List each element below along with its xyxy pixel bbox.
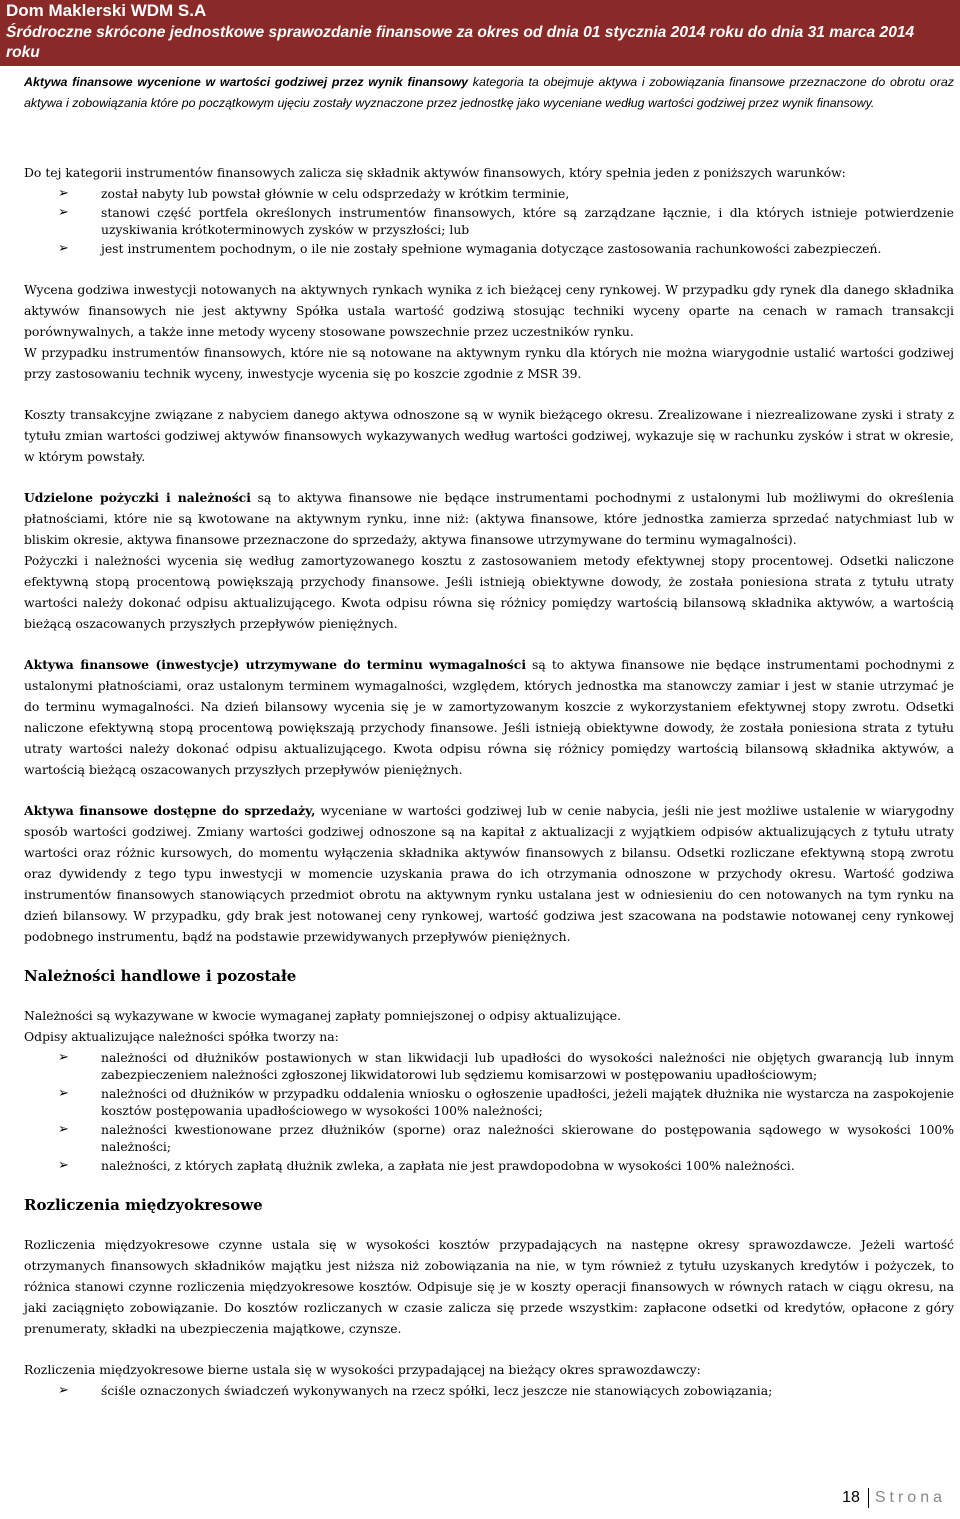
- list-item: ➢ należności kwestionowane przez dłużników (sporne) oraz należności skierowane do postępowania sądowego w wysokości 100% należności;: [58, 1122, 954, 1154]
- fair-value-paragraph-2: W przypadku instrumentów finansowych, które nie są notowane na aktywnym rynku dla których nie można wiarygodnie ustalić wartości godziwej przy zastosowaniu technik wyceny, inwestycje wycenia się po koszcie zgodnie z MSR 39.: [24, 345, 954, 381]
- accruals-list: [24, 1382, 954, 1399]
- transaction-costs-paragraph: Koszty transakcyjne związane z nabyciem danego aktywa odnoszone są w wynik bieżącego okresu. Zrealizowane i niezrealizowane zyski i straty z tytułu zmian wartości godziwej aktywów finansowych wykazywanych według wartości godziwej, wykazuje się w rachunku zysków i strat w okresie, w którym powstały.: [24, 407, 954, 464]
- bullet-arrow-icon: ➢: [58, 241, 69, 256]
- accruals-paragraph-1: Rozliczenia międzyokresowe czynne ustala się w wysokości kosztów przypadających na następne okresy sprawozdawcze. Jeżeli wartość otrzymanych finansowych składników majątku jest niższa niż zobowiązania na nie, w tym również z tytułu uzyskanych kredytów i pożyczek, to różnica stanowi czynne rozliczenia międzyokresowe kosztów. Odpisuje się je w koszty operacji finansowych w równych ratach w ciągu okresu, na jaki zaciągnięto zobowiązanie. Do kosztów rozliczanych w czasie zalicza się przede wszystkim: zapłacone odsetki od kredytów, opłacone z góry prenumeraty, składki na ubezpieczenia majątkowe, czynsze.: [24, 1237, 954, 1336]
- bullet-arrow-icon: ➢: [58, 186, 69, 201]
- list-item: ➢ ściśle oznaczonych świadczeń wykonywanych na rzecz spółki, lecz jeszcze nie stanowiących zobowiązania;: [58, 1383, 773, 1398]
- receivables-paragraph-1: Należności są wykazywane w kwocie wymaganej zapłaty pomniejszonej o odpisy aktualizujące.: [24, 1008, 622, 1023]
- fair-value-paragraph-1: Wycena godziwa inwestycji notowanych na aktywnych rynkach wynika z ich bieżącej ceny rynkowej. W przypadku gdy rynek dla danego składnika aktywów finansowych nie jest aktywny Spółka ustala wartość godziwą stosując techniki wyceny oparte na cenach w ramach transakcji porównywalnych, a także inne metody wyceny stosowane powszechnie przez uczestników rynku.: [24, 282, 954, 339]
- company-name: Dom Maklerski WDM S.A: [6, 1, 207, 20]
- document-body: [24, 162, 954, 1401]
- accruals-paragraph-2: Rozliczenia międzyokresowe bierne ustala się w wysokości przypadającej na bieżący okres sprawozdawczy:: [24, 1362, 701, 1377]
- bullet-arrow-icon: ➢: [58, 1086, 69, 1101]
- list-item: ➢ stanowi część portfela określonych instrumentów finansowych, które są zarządzane łącznie, i dla których istnieje potwierdzenie uzyskiwania krótkoterminowych zysków w przyszłości; lub: [58, 205, 954, 237]
- accruals-heading: Rozliczenia międzyokresowe: [24, 1196, 263, 1214]
- page-word: Strona: [874, 1489, 946, 1506]
- footer-divider: [868, 1488, 869, 1508]
- htm-paragraph: Aktywa finansowe (inwestycje) utrzymywane do terminu wymagalności są to aktywa finansowe nie będące instrumentami pochodnymi z ustalonymi płatnościami, oraz ustalonym terminem wymagalności, względem, których jednostka ma stanowczy zamiar i jest w stanie utrzymać je do terminu wymagalności. Na dzień bilansowy wycenia się je w zamortyzowanym koszcie z wykorzystaniem efektywnej stopy zwrotu. Odsetki naliczone efektywną stopą procentową powiększają przychody finansowe. Jeśli istnieją obiektywne dowody, że została poniesiona strata z tytułu utraty wartości należy dokonać odpisu aktualizującego. Kwota odpisu równa się różnicy pomiędzy wartością bilansową składnika aktywów, a wartością bieżącą oszacowanych przyszłych przepływów pieniężnych.: [24, 657, 955, 777]
- bullet-arrow-icon: ➢: [58, 1158, 69, 1173]
- intro-lead-bold: Aktywa finansowe wycenione w wartości godziwej przez wynik finansowy: [24, 75, 469, 89]
- list-item: ➢ jest instrumentem pochodnym, o ile nie zostały spełnione wymagania dotyczące zastosowania rachunkowości zabezpieczeń.: [58, 241, 882, 256]
- bullet-arrow-icon: ➢: [58, 1122, 69, 1137]
- bullet-arrow-icon: ➢: [58, 1050, 69, 1065]
- intro-lead-rest: kategoria ta obejmuje aktywa i zobowiązania finansowe przeznaczone do obrotu oraz aktywa i zobowiązania które po początkowym ujęciu zostały wyznaczone przez jednostkę jako wyceniane według wartości godziwej przez wynik finansowy.: [24, 75, 955, 110]
- list-item: ➢ należności, z których zapłatą dłużnik zwleka, a zapłata nie jest prawdopodobna w wysokości 100% należności.: [58, 1158, 795, 1173]
- bullet-arrow-icon: ➢: [58, 205, 69, 220]
- receivables-heading: Należności handlowe i pozostałe: [24, 967, 297, 985]
- afs-term: Aktywa finansowe dostępne do sprzedaży,: [24, 803, 316, 818]
- receivables-list: [24, 1049, 954, 1174]
- receivables-paragraph-2: Odpisy aktualizujące należności spółka tworzy na:: [24, 1029, 339, 1044]
- afs-paragraph: Aktywa finansowe dostępne do sprzedaży, wyceniane w wartości godziwej lub w cenie nabycia, jeśli nie jest możliwe ustalenie w wiarygodny sposób wartości godziwej. Zmiany wartości godziwej odnoszone są na kapitał z aktualizacji z wyjątkiem odpisów aktualizujących z tytułu utraty wartości oraz różnic kursowych, do momentu wyłączenia składnika aktywów finansowych z bilansu. Odsetki rozliczane efektywną stopą zwrotu oraz dywidendy z tego typu inwestycji w momencie uzyskania prawa do ich otrzymania odnoszone w przychody okresu. Wartość godziwa instrumentów finansowych stanowiących przedmiot obrotu na aktywnym rynku ustalana jest w odniesieniu do cen notowanych na tym rynku na dzień bilansowy. W przypadku, gdy brak jest notowanej ceny rynkowej, wartość godziwa jest szacowana na podstawie notowanej ceny rynkowej podobnego instrumentu, bądź na podstawie przewidywanych przepływów pieniężnych.: [24, 803, 954, 944]
- loans-paragraph-2: Pożyczki i należności wycenia się według zamortyzowanego kosztu z zastosowaniem metody efektywnej stopy procentowej. Odsetki naliczone efektywną stopą procentową powiększają przychody finansowe. Jeśli istnieją obiektywne dowody, że została poniesiona strata z tytułu utraty wartości należy dokonać odpisu aktualizującego. Kwota odpisu równa się różnicy pomiędzy wartością bilansową składnika aktywów, a wartością bieżącą oszacowanych przyszłych przepływów pieniężnych.: [24, 553, 954, 631]
- report-title: Śródroczne skrócone jednostkowe sprawozdanie finansowe za okres od dnia 01 stycznia 2014 roku do dnia 31 marca 2014 roku: [6, 24, 915, 61]
- document-header: [0, 0, 960, 66]
- list-item: ➢ należności od dłużników postawionych w stan likwidacji lub upadłości do wysokości należności nie objętych gwarancją lub innym zabezpieczeniem należności zgłoszonej likwidatorowi lub sędziemu komisarzowi w postępowaniu upadłościowym;: [58, 1050, 954, 1082]
- list-item: ➢ należności od dłużników w przypadku oddalenia wniosku o ogłoszenie upadłości, jeżeli majątek dłużnika nie wystarcza na zaspokojenie kosztów postępowania upadłościowego w wysokości 100% należności;: [58, 1086, 954, 1118]
- page-number: 18: [842, 1489, 860, 1506]
- bullet-arrow-icon: ➢: [58, 1383, 69, 1398]
- page-footer: [842, 1487, 946, 1509]
- trading-intro: Do tej kategorii instrumentów finansowych zalicza się składnik aktywów finansowych, który spełnia jeden z poniższych warunków:: [24, 165, 846, 180]
- list-item: ➢ został nabyty lub powstał głównie w celu odsprzedaży w krótkim terminie,: [58, 186, 570, 201]
- trading-conditions-list: [24, 185, 954, 257]
- loans-paragraph: Udzielone pożyczki i należności są to aktywa finansowe nie będące instrumentami pochodnymi z ustalonymi lub możliwymi do określenia płatnościami, które nie są kwotowane na aktywnym rynku, inne niż: (aktywa finansowe, które jednostka zamierza sprzedać natychmiast lub w bliskim okresie, aktywa finansowe przeznaczone do sprzedaży, aktywa finansowe utrzymywane do terminu wymagalności).: [24, 490, 954, 547]
- loans-term: Udzielone pożyczki i należności: [24, 490, 251, 505]
- htm-term: Aktywa finansowe (inwestycje) utrzymywane do terminu wymagalności: [24, 657, 527, 672]
- intro-paragraph: [24, 72, 954, 114]
